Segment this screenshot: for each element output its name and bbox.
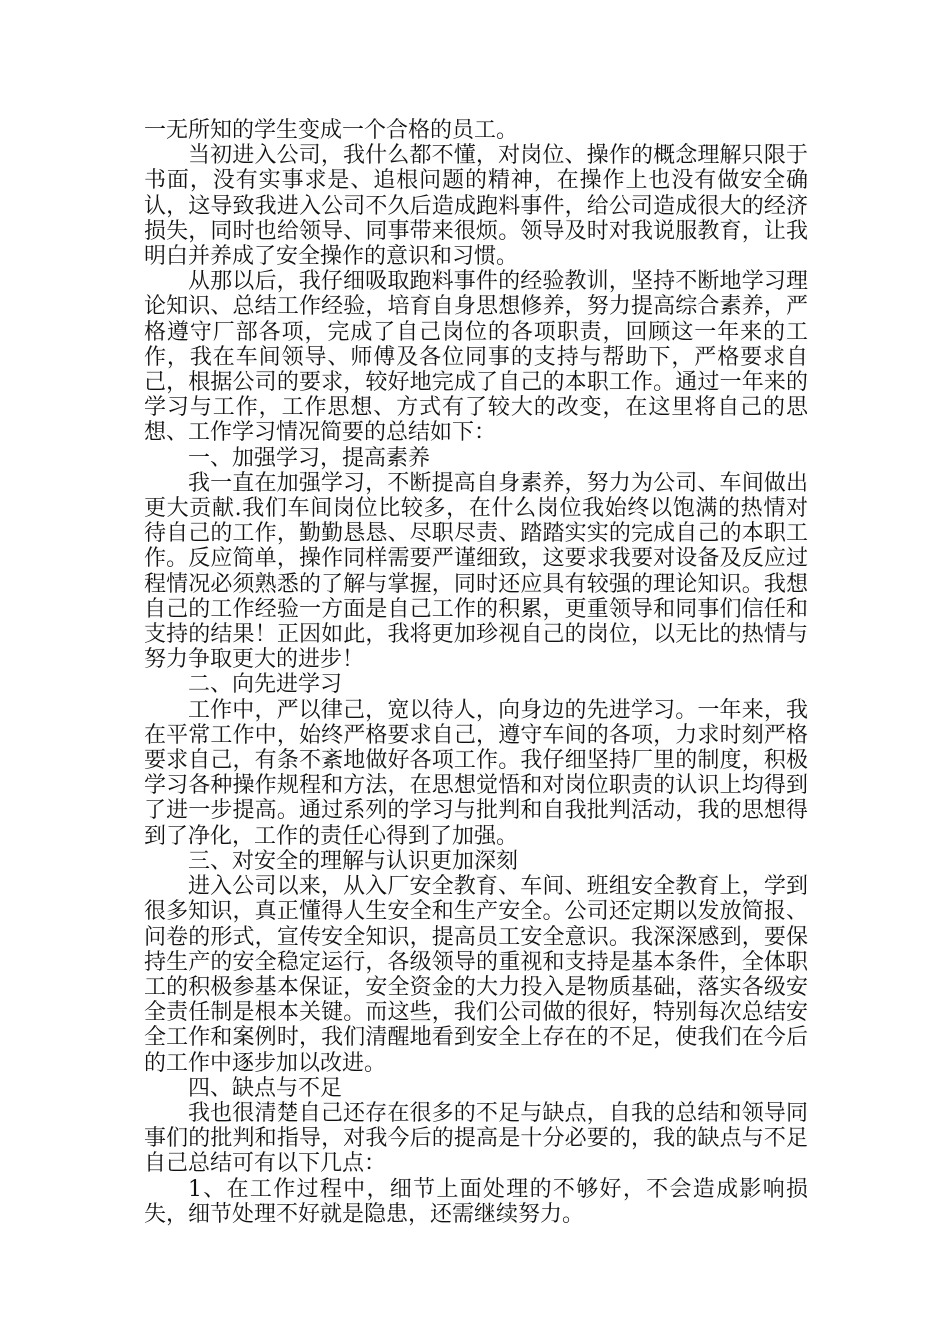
paragraph-section-1: 我一直在加强学习，不断提高自身素养，努力为公司、车间做出更大贡献.我们车间岗位比较多，在什么岗位我始终以饱满的热情对待自己的工作，勤勤恳恳、尽职尽责、踏踏实实的完成自己的本职工作。反应简单，操作同样需要严谨细致，这要求我要对设备及反应过程情况必须熟悉的了解与掌握，同时还应具有较强的理论知识。我想自己的工作经验一方面是自己工作的积累，更重领导和同事们信任和支持的结果！正因如此，我将更加珍视自己的岗位，以无比的热情与努力争取更大的进步！ [144, 470, 808, 673]
paragraph-initial-experience: 当初进入公司，我什么都不懂，对岗位、操作的概念理解只限于书面，没有实事求是、追根问题的精神，在操作上也没有做安全确认，这导致我进入公司不久后造成跑料事件，给公司造成很大的经济损失，同时也给领导、同事带来很烦。领导及时对我说服教育，让我明白并养成了安全操作的意识和习惯。 [144, 143, 808, 270]
paragraph-continuation: 一无所知的学生变成一个合格的员工。 [144, 118, 519, 143]
section-heading-3: 三、对安全的理解与认识更加深刻 [188, 848, 519, 874]
paragraph-section-4: 我也很清楚自己还存在很多的不足与缺点，自我的总结和领导同事们的批判和指导，对我今后的提高是十分必要的，我的缺点与不足自己总结可有以下几点： [144, 1100, 808, 1177]
paragraph-shortcoming-1: 1、在工作过程中，细节上面处理的不够好，不会造成影响损失，细节处理不好就是隐患，还需继续努力。 [144, 1176, 808, 1227]
section-heading-1: 一、加强学习，提高素养 [188, 445, 431, 471]
paragraph-lessons-learned: 从那以后，我仔细吸取跑料事件的经验教训，坚持不断地学习理论知识、总结工作经验，培育自身思想修养，努力提高综合素养，严格遵守厂部各项，完成了自己岗位的各项职责，回顾这一年来的工作，我在车间领导、师傅及各位同事的支持与帮助下，严格要求自己，根据公司的要求，较好地完成了自己的本职工作。通过一年来的学习与工作，工作思想、方式有了较大的改变，在这里将自己的思想、工作学习情况简要的总结如下： [144, 269, 808, 446]
document-body [144, 118, 808, 1227]
section-heading-4: 四、缺点与不足 [188, 1075, 343, 1101]
section-heading-2: 二、向先进学习 [188, 672, 343, 698]
paragraph-section-2: 工作中，严以律己，宽以待人，向身边的先进学习。一年来，我在平常工作中，始终严格要求自己，遵守车间的各项，力求时刻严格要求自己，有条不紊地做好各项工作。我仔细坚持厂里的制度，积极学习各种操作规程和方法，在思想觉悟和对岗位职责的认识上均得到了进一步提高。通过系列的学习与批判和自我批判活动，我的思想得到了净化，工作的责任心得到了加强。 [144, 697, 808, 849]
paragraph-section-3: 进入公司以来，从入厂安全教育、车间、班组安全教育上，学到很多知识，真正懂得人生安全和生产安全。公司还定期以发放简报、问卷的形式，宣传安全知识，提高员工安全意识。我深深感到，要保持生产的安全稳定运行，各级领导的重视和支持是基本条件，全体职工的积极参基本保证，安全资金的大力投入是物质基础，落实各级安全责任制是根本关键。而这些，我们公司做的很好，特别每次总结安全工作和案例时，我们清醒地看到安全上存在的不足，使我们在今后的工作中逐步加以改进。 [144, 874, 808, 1076]
